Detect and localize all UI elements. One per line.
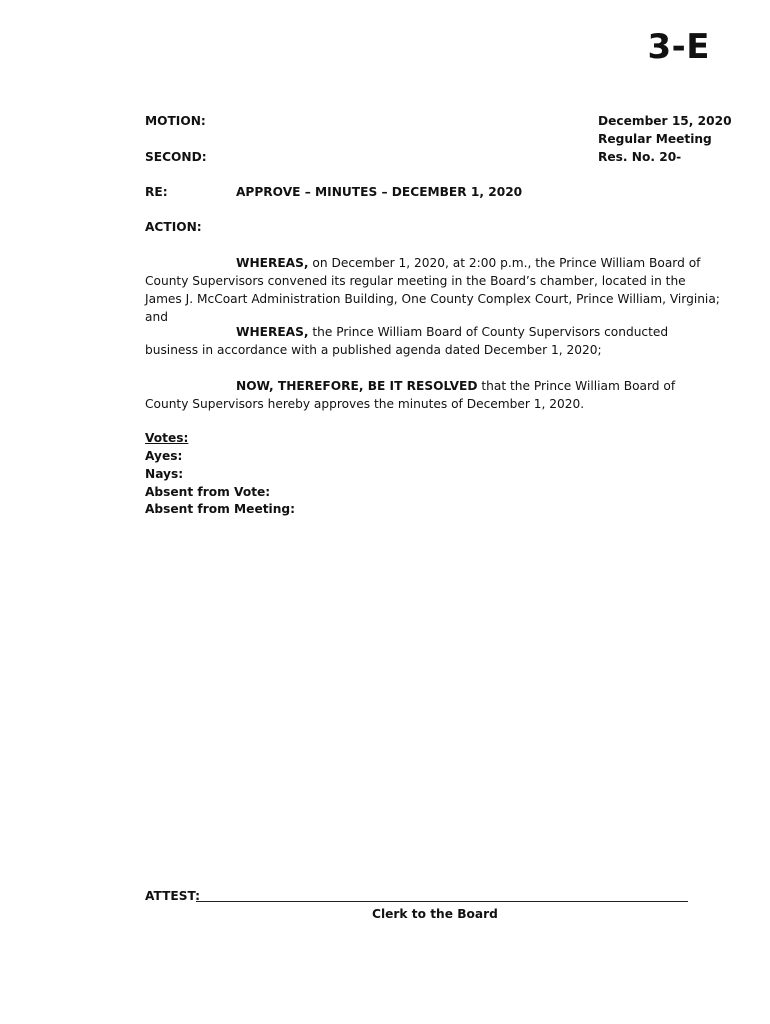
clerk-signatory: Clerk to the Board (372, 907, 498, 921)
votes-heading: Votes: (145, 431, 189, 445)
agenda-item-number: 3-E (647, 27, 710, 67)
motion-label: MOTION: (145, 114, 206, 128)
action-label: ACTION: (145, 220, 202, 234)
votes-ayes: Ayes: (145, 449, 183, 463)
votes-absent-from-vote: Absent from Vote: (145, 485, 271, 499)
meeting-date: December 15, 2020 (598, 114, 732, 128)
meeting-type: Regular Meeting (598, 132, 712, 146)
second-label: SECOND: (145, 150, 207, 164)
signature-line (196, 901, 688, 902)
resolved-paragraph (145, 377, 720, 413)
re-label: RE: (145, 185, 168, 199)
paragraph-lead: NOW, THEREFORE, BE IT RESOLVED (236, 379, 478, 393)
paragraph-text: the Prince William Board of County Supervisors conducted business in accordance with a published agenda dated December 1, 2020; (145, 325, 669, 357)
re-subject: APPROVE – MINUTES – DECEMBER 1, 2020 (236, 185, 523, 199)
paragraph-text: that the Prince William Board of County Supervisors hereby approves the minutes of December 1, 2020. (145, 379, 676, 411)
whereas-paragraph-1 (145, 254, 720, 326)
resolution-number: Res. No. 20- (598, 150, 682, 164)
paragraph-lead: WHEREAS, (236, 325, 309, 339)
whereas-paragraph-2 (145, 323, 720, 359)
votes-nays: Nays: (145, 467, 184, 481)
votes-absent-from-meeting: Absent from Meeting: (145, 502, 295, 516)
attest-label: ATTEST: (145, 889, 201, 903)
paragraph-lead: WHEREAS, (236, 256, 309, 270)
paragraph-text: on December 1, 2020, at 2:00 p.m., the Prince William Board of County Supervisors convened its regular meeting in the Board’s chamber, located in the James J. McCoart Administration Building, One County Complex Court, Prince William, Virginia; and (145, 256, 720, 324)
